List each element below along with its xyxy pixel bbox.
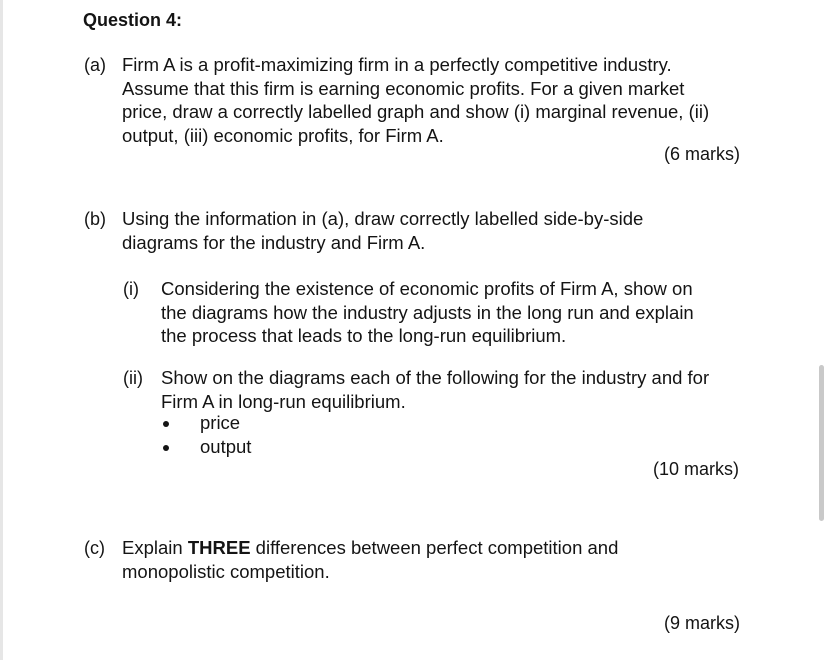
part-b-i-line: the process that leads to the long-run equilibrium.: [161, 325, 567, 346]
part-b-ii-label: (ii): [123, 368, 143, 388]
part-c-marks: (9 marks): [664, 613, 740, 633]
part-b-i-text: [161, 277, 694, 348]
bullet-item-output: output: [200, 436, 252, 457]
part-a-marks: (6 marks): [664, 144, 740, 164]
part-a-text: [122, 53, 709, 147]
part-c-pre: Explain: [122, 537, 188, 558]
part-c-text: [122, 536, 618, 583]
part-b-ii-line: Show on the diagrams each of the following for the industry and for: [161, 367, 710, 388]
part-c-line-2: monopolistic competition.: [122, 560, 330, 582]
question-title: Question 4:: [83, 10, 183, 30]
part-b-ii-text: [161, 366, 709, 413]
part-b-i-label: (i): [123, 279, 139, 299]
part-a-line: Firm A is a profit-maximizing firm in a perfectly competitive industry.: [122, 54, 672, 75]
bullet-icon: [163, 421, 169, 427]
bullet-icon: [163, 445, 169, 451]
part-c-line-1: [122, 536, 618, 560]
part-c-emphasis: THREE: [187, 537, 251, 558]
part-a-line: price, draw a correctly labelled graph and show (i) marginal revenue, (ii): [122, 101, 710, 122]
part-a-line: output, (iii) economic profits, for Firm A.: [122, 124, 444, 146]
page-left-edge: [0, 0, 3, 660]
part-b-label: (b): [84, 209, 106, 229]
part-c-label: (c): [84, 538, 105, 558]
part-b-i-line: the diagrams how the industry adjusts in the long run and explain: [161, 301, 694, 323]
part-b-ii-line: Firm A in long-run equilibrium.: [161, 390, 406, 412]
part-b-marks: (10 marks): [653, 459, 740, 479]
part-c-post: differences between perfect competition and: [250, 537, 619, 558]
part-a-label: (a): [84, 55, 106, 75]
part-b-i-line: Considering the existence of economic profits of Firm A, show on: [161, 278, 693, 299]
bullet-item-price: price: [200, 412, 241, 433]
part-b-line: diagrams for the industry and Firm A.: [122, 231, 426, 253]
part-b-text: [122, 207, 643, 254]
scrollbar-thumb[interactable]: [819, 365, 824, 521]
part-b-line: Using the information in (a), draw correctly labelled side-by-side: [122, 208, 644, 229]
part-a-line: Assume that this firm is earning economic profits. For a given market: [122, 77, 685, 99]
